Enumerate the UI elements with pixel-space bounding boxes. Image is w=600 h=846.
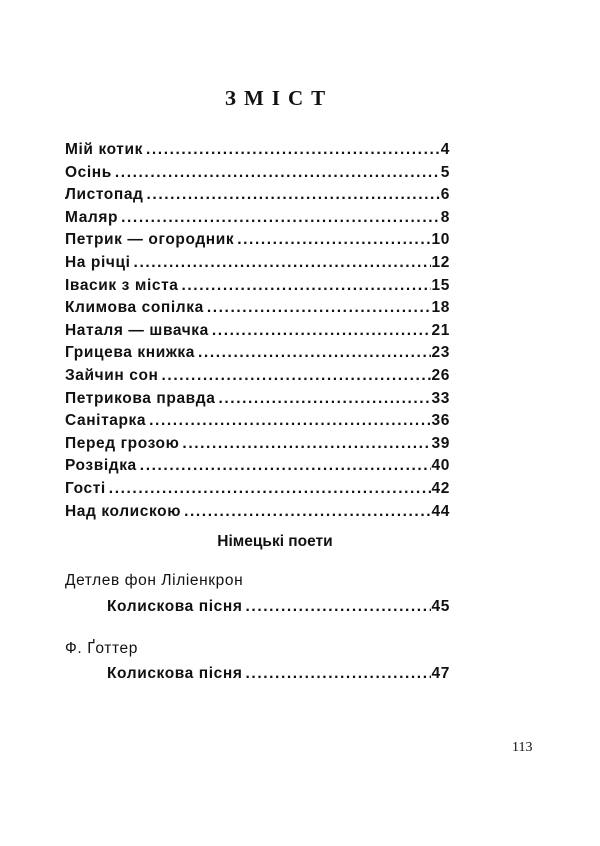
toc-entry-title: Колискова пісня bbox=[107, 598, 243, 615]
dot-leader bbox=[218, 388, 430, 411]
toc-entry-title: Розвідка bbox=[65, 457, 137, 475]
toc-entry[interactable] bbox=[65, 275, 450, 298]
toc-entry-page: 12 bbox=[431, 253, 450, 271]
dot-leader bbox=[181, 275, 430, 298]
toc-entry[interactable] bbox=[65, 410, 450, 433]
toc-entry-page: 23 bbox=[431, 344, 450, 362]
toc-entry[interactable] bbox=[65, 388, 450, 411]
toc-entry-title: Петрикова правда bbox=[65, 389, 216, 407]
author-name: Детлев фон Ліліенкрон bbox=[65, 572, 244, 589]
dot-leader bbox=[134, 252, 431, 275]
toc-entry-page: 44 bbox=[431, 502, 450, 520]
toc-entry[interactable] bbox=[65, 478, 450, 501]
toc-entry-title: Листопад bbox=[65, 186, 144, 204]
dot-leader bbox=[182, 433, 430, 456]
dot-leader bbox=[237, 229, 430, 252]
toc-entry-title: Над колискою bbox=[65, 502, 182, 520]
toc-entry-page: 15 bbox=[431, 276, 450, 294]
toc-entry-title: Климова сопілка bbox=[65, 299, 204, 317]
dot-leader bbox=[162, 365, 431, 388]
toc-entry[interactable] bbox=[65, 455, 450, 478]
toc-entry[interactable] bbox=[65, 162, 450, 185]
dot-leader bbox=[212, 320, 431, 343]
toc-entry-title: Наталя — швачка bbox=[65, 321, 209, 339]
toc-entry-title: Колискова пісня bbox=[107, 665, 243, 682]
dot-leader bbox=[146, 139, 440, 162]
toc-entry-title: Грицева книжка bbox=[65, 344, 196, 362]
dot-leader bbox=[121, 207, 440, 230]
dot-leader bbox=[246, 596, 431, 619]
toc-entry-title: Мій котик bbox=[65, 141, 143, 158]
toc-entry-page: 47 bbox=[431, 665, 450, 682]
toc-entry-page: 8 bbox=[440, 208, 450, 226]
toc-entry-title: Івасик з міста bbox=[65, 276, 179, 294]
toc-entry[interactable] bbox=[65, 365, 450, 388]
toc-entry-title: Маляр bbox=[65, 208, 119, 226]
table-of-contents bbox=[65, 139, 450, 523]
toc-entry-page: 40 bbox=[431, 457, 450, 475]
page-title: ЗМІСТ bbox=[224, 86, 334, 110]
toc-entry[interactable] bbox=[65, 297, 450, 320]
toc-entry[interactable] bbox=[65, 229, 450, 252]
toc-entry-title: Петрик — огородник bbox=[65, 231, 235, 249]
author-name: Ф. Ґоттер bbox=[65, 640, 138, 657]
toc-entry[interactable] bbox=[107, 596, 450, 619]
page-number: 113 bbox=[512, 740, 533, 755]
author-works bbox=[107, 663, 450, 686]
toc-entry-title: Санітарка bbox=[65, 412, 147, 430]
dot-leader bbox=[207, 297, 431, 320]
toc-entry-title: Осінь bbox=[65, 163, 112, 181]
toc-entry[interactable] bbox=[107, 663, 450, 686]
dot-leader bbox=[140, 455, 431, 478]
dot-leader bbox=[115, 162, 440, 185]
toc-entry[interactable] bbox=[65, 139, 450, 162]
dot-leader bbox=[198, 342, 431, 365]
toc-entry-page: 26 bbox=[431, 366, 450, 384]
toc-entry-title: Перед грозою bbox=[65, 434, 180, 452]
toc-entry-page: 21 bbox=[431, 321, 450, 339]
dot-leader bbox=[147, 184, 440, 207]
toc-entry-page: 18 bbox=[431, 299, 450, 317]
toc-entry-page: 4 bbox=[440, 141, 450, 158]
toc-entry-page: 45 bbox=[431, 598, 450, 615]
toc-entry[interactable] bbox=[65, 320, 450, 343]
toc-entry-title: Зайчин сон bbox=[65, 366, 159, 384]
toc-entry-page: 39 bbox=[431, 434, 450, 452]
toc-entry[interactable] bbox=[65, 433, 450, 456]
dot-leader bbox=[184, 501, 430, 524]
toc-entry-page: 33 bbox=[431, 389, 450, 407]
section-header: Німецькі поети bbox=[217, 533, 333, 550]
author-works bbox=[107, 596, 450, 619]
toc-entry-page: 6 bbox=[440, 186, 450, 204]
toc-entry-page: 10 bbox=[431, 231, 450, 249]
toc-entry-page: 42 bbox=[431, 479, 450, 497]
dot-leader bbox=[149, 410, 430, 433]
toc-entry-page: 36 bbox=[431, 412, 450, 430]
toc-entry[interactable] bbox=[65, 342, 450, 365]
toc-entry-title: На річці bbox=[65, 253, 131, 271]
toc-entry[interactable] bbox=[65, 252, 450, 275]
toc-entry-title: Гості bbox=[65, 479, 106, 497]
dot-leader bbox=[109, 478, 431, 501]
toc-entry[interactable] bbox=[65, 501, 450, 524]
toc-entry[interactable] bbox=[65, 207, 450, 230]
toc-entry-page: 5 bbox=[440, 163, 450, 181]
dot-leader bbox=[246, 663, 431, 686]
toc-entry[interactable] bbox=[65, 184, 450, 207]
